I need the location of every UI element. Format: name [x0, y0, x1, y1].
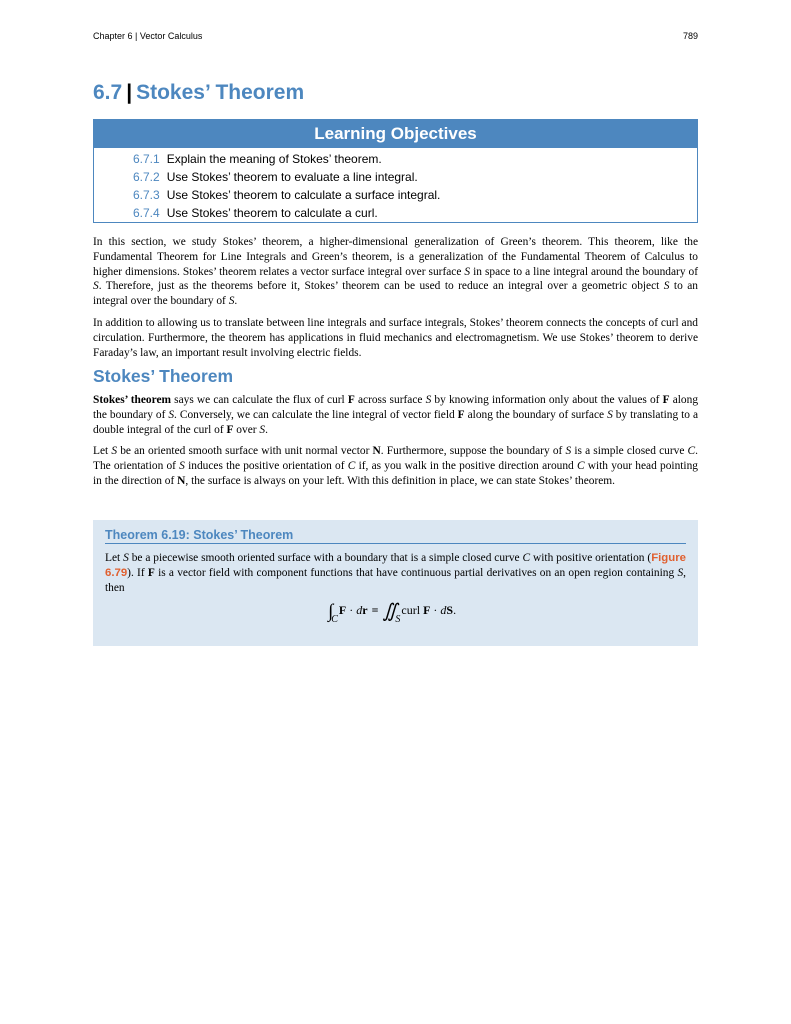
- objective-item: [133, 186, 697, 204]
- theorem-box: [93, 520, 698, 646]
- line-integral-icon: ∫: [328, 601, 334, 622]
- objective-item: [133, 150, 697, 168]
- chapter-label: Chapter 6 | Vector Calculus: [93, 31, 203, 41]
- section-number: 6.7: [93, 81, 123, 104]
- theorem-statement: Let S be a piecewise smooth oriented surface with a boundary that is a simple closed curve C with positive orientation (Figure 6.79). If F is a vector field with component functions that have continuous partial derivatives on an open region containing S, then: [105, 552, 686, 594]
- intro-paragraph: In this section, we study Stokes’ theorem, a higher-dimensional generalization of Green’s theorem. This theorem, like the Fundamental Theorem for Line Integrals and Green’s theorem, is a generalization of the Fundamental Theorem of Calculus to higher dimensions. Stokes’ theorem relates a vector surface integral over surface S in space to a line integral around the boundary of S. Therefore, just as the theorems before it, Stokes’ theorem can be used to reduce an integral over a geometric object S to an integral over the boundary of S.: [93, 236, 698, 308]
- objective-text: Use Stokes’ theorem to evaluate a line integral.: [166, 170, 418, 184]
- objective-text: Explain the meaning of Stokes’ theorem.: [166, 152, 382, 166]
- learning-objectives-list: [94, 148, 697, 222]
- stokes-formula: $\int_CF$ · dr = $∬_Scurl$ F · dS.: [328, 601, 457, 625]
- objective-item: [133, 204, 697, 222]
- section-title: [93, 81, 304, 105]
- theorem-title: Theorem 6.19: Stokes’ Theorem: [105, 528, 686, 544]
- objective-number: 6.7.3: [133, 188, 160, 202]
- objective-number: 6.7.2: [133, 170, 160, 184]
- page-number: 789: [682, 31, 698, 41]
- applications-paragraph: In addition to allowing us to translate between line integrals and surface integrals, Stokes’ theorem connects the concepts of curl and circulation. Furthermore, the theorem has applications in fluid mechanics and electromagnetism. We use Stokes’ theorem to derive Faraday’s law, an important result involving electric fields.: [93, 317, 698, 359]
- objective-text: Use Stokes’ theorem to calculate a curl.: [166, 206, 378, 220]
- key-term: Stokes’ theorem: [93, 394, 172, 406]
- learning-objectives-header: Learning Objectives: [94, 120, 697, 148]
- objective-number: 6.7.1: [133, 152, 160, 166]
- learning-objectives-box: [93, 119, 698, 223]
- section-separator: |: [126, 81, 133, 104]
- figure-link[interactable]: Figure 6.79: [105, 552, 686, 579]
- objective-item: [133, 168, 697, 186]
- subsection-title: Stokes’ Theorem: [93, 366, 234, 386]
- objective-text: Use Stokes’ theorem to calculate a surface integral.: [166, 188, 441, 202]
- section-title-text: Stokes’ Theorem: [136, 81, 305, 104]
- objective-number: 6.7.4: [133, 206, 160, 220]
- surface-integral-icon: ∬: [382, 601, 398, 622]
- stokes-description-paragraph: Stokes’ theorem says we can calculate the flux of curl F across surface S by knowing information only about the values of F along the boundary of S. Conversely, we can calculate the line integral of vector field F along the boundary of surface S by translating to a double integral of the curl of F over S.: [93, 394, 699, 436]
- orientation-paragraph: Let S be an oriented smooth surface with unit normal vector N. Furthermore, suppose the boundary of S is a simple closed curve C. The orientation of S induces the positive orientation of C if, as you walk in the positive direction around C with your head pointing in the direction of N, the surface is always on your left. With this definition in place, we can state Stokes’ theorem.: [93, 445, 699, 487]
